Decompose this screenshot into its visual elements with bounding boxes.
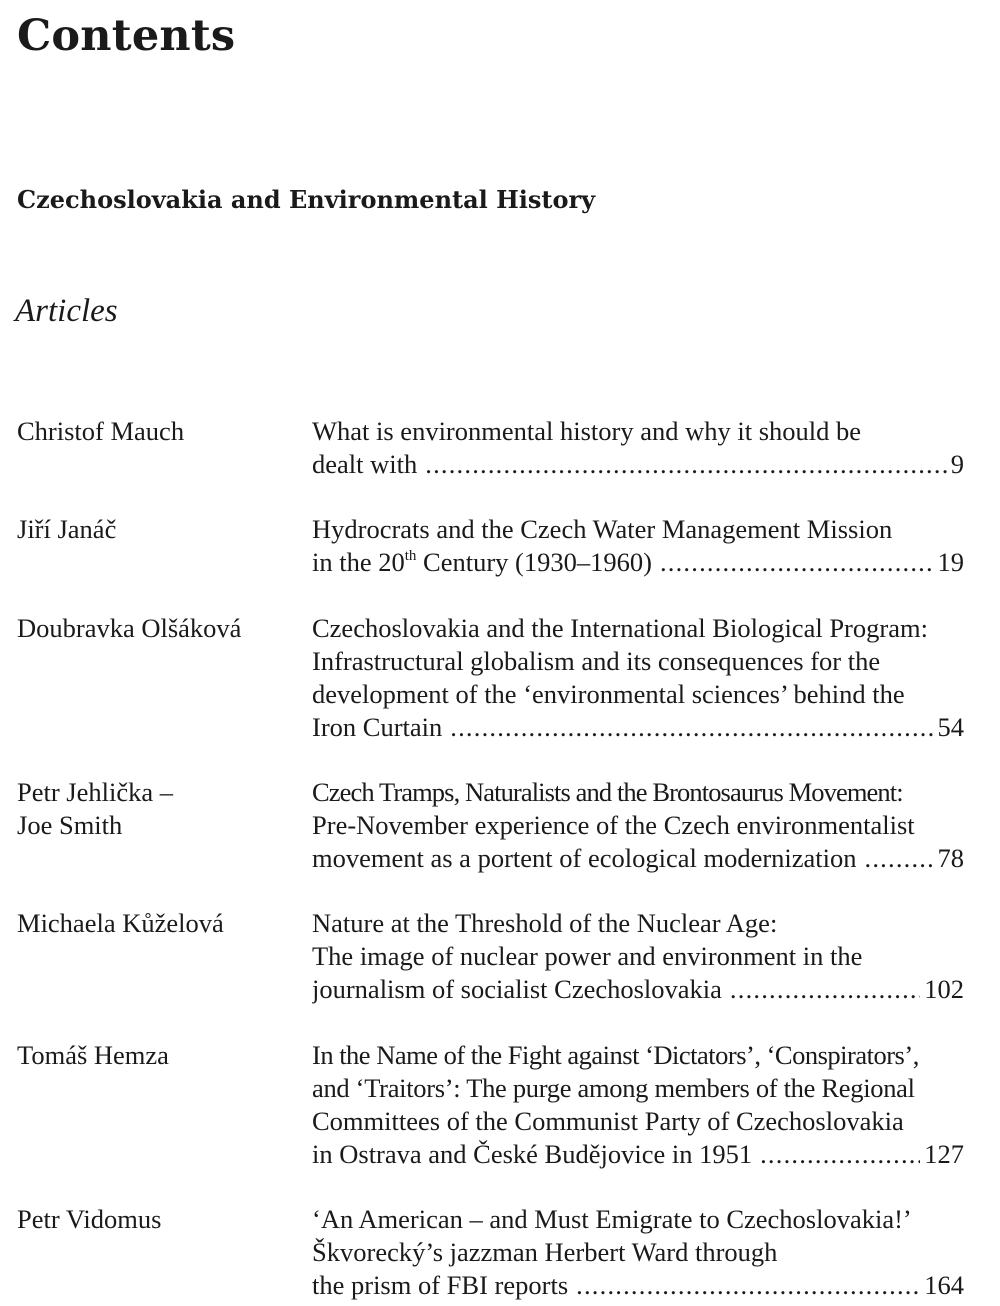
title-line: and ‘Traitors’: The purge among members of the Regional <box>312 1073 915 1103</box>
toc-article-title[interactable] <box>312 907 964 1006</box>
page-number: 19 <box>937 547 964 577</box>
title-text: in the 20 <box>312 547 405 577</box>
title-last-line <box>312 1269 964 1302</box>
toc-author <box>17 612 297 645</box>
dot-leader <box>865 842 934 875</box>
dot-leader <box>576 1269 920 1302</box>
author-line: Petr Jehlička – <box>17 777 174 807</box>
page-number: 9 <box>950 449 964 479</box>
title-line: Pre-November experience of the Czech environmentalist <box>312 810 915 840</box>
author-line: Christof Mauch <box>17 416 185 446</box>
title-line: Nature at the Threshold of the Nuclear Age: <box>312 908 778 938</box>
toc-author <box>17 1203 297 1236</box>
title-line: Czech Tramps, Naturalists and the Brontosaurus Movement: <box>312 777 903 807</box>
author-line: Jiří Janáč <box>17 514 117 544</box>
title-text: Century (1930–1960) <box>416 547 652 577</box>
toc-author <box>17 513 297 546</box>
title-line: in Ostrava and České Budějovice in 1951 <box>312 1139 753 1169</box>
title-line: ‘An American – and Must Emigrate to Czechoslovakia!’ <box>312 1204 912 1234</box>
dot-leader <box>760 1138 920 1171</box>
toc-author <box>17 907 297 940</box>
page-number: 127 <box>924 1139 964 1169</box>
author-line: Doubravka Olšáková <box>17 613 242 643</box>
toc-article-title[interactable] <box>312 612 964 744</box>
page-number: 54 <box>937 712 964 742</box>
title-line: the prism of FBI reports <box>312 1270 569 1300</box>
title-last-line <box>312 1138 964 1171</box>
title-last-line <box>312 711 964 744</box>
title-line: Iron Curtain <box>312 712 443 742</box>
toc-article-title[interactable] <box>312 415 964 481</box>
title-line <box>312 546 652 579</box>
author-line: Michaela Kůželová <box>17 908 224 938</box>
toc-article-title[interactable] <box>312 776 964 875</box>
title-last-line <box>312 546 964 579</box>
author-line: Joe Smith <box>17 810 123 840</box>
page-number: 164 <box>924 1270 964 1300</box>
title-line: What is environmental history and why it should be <box>312 416 862 446</box>
title-last-line <box>312 842 964 875</box>
ordinal-superscript: th <box>404 548 417 564</box>
title-line: In the Name of the Fight against ‘Dictators’, ‘Conspirators’, <box>312 1040 919 1070</box>
dot-leader <box>730 973 920 1006</box>
title-line: Škvorecký’s jazzman Herbert Ward through <box>312 1237 778 1267</box>
author-line: Tomáš Hemza <box>17 1040 169 1070</box>
title-line: Infrastructural globalism and its consequences for the <box>312 646 881 676</box>
toc-article-title[interactable] <box>312 1203 964 1302</box>
title-line: The image of nuclear power and environment in the <box>312 941 863 971</box>
page-number: 102 <box>924 974 964 1004</box>
dot-leader <box>660 546 934 579</box>
author-line: Petr Vidomus <box>17 1204 162 1234</box>
dot-leader <box>450 711 933 744</box>
toc-article-title[interactable] <box>312 513 964 579</box>
toc-author <box>17 776 297 842</box>
title-line: movement as a portent of ecological modernization <box>312 843 857 873</box>
dot-leader <box>425 448 947 481</box>
title-line: journalism of socialist Czechoslovakia <box>312 974 722 1004</box>
toc-author <box>17 415 297 448</box>
page-number: 78 <box>937 843 964 873</box>
subsection-heading: Articles <box>15 293 118 329</box>
page-title: Contents <box>17 11 236 61</box>
toc-article-title[interactable] <box>312 1039 964 1171</box>
section-heading: Czechoslovakia and Environmental History <box>17 185 596 214</box>
title-last-line <box>312 448 964 481</box>
title-line: development of the ‘environmental sciences’ behind the <box>312 679 905 709</box>
title-line: Hydrocrats and the Czech Water Management Mission <box>312 514 893 544</box>
title-line: Czechoslovakia and the International Biological Program: <box>312 613 928 643</box>
title-line: Committees of the Communist Party of Czechoslovakia <box>312 1106 904 1136</box>
title-last-line <box>312 973 964 1006</box>
title-line: dealt with <box>312 449 418 479</box>
toc-author <box>17 1039 297 1072</box>
